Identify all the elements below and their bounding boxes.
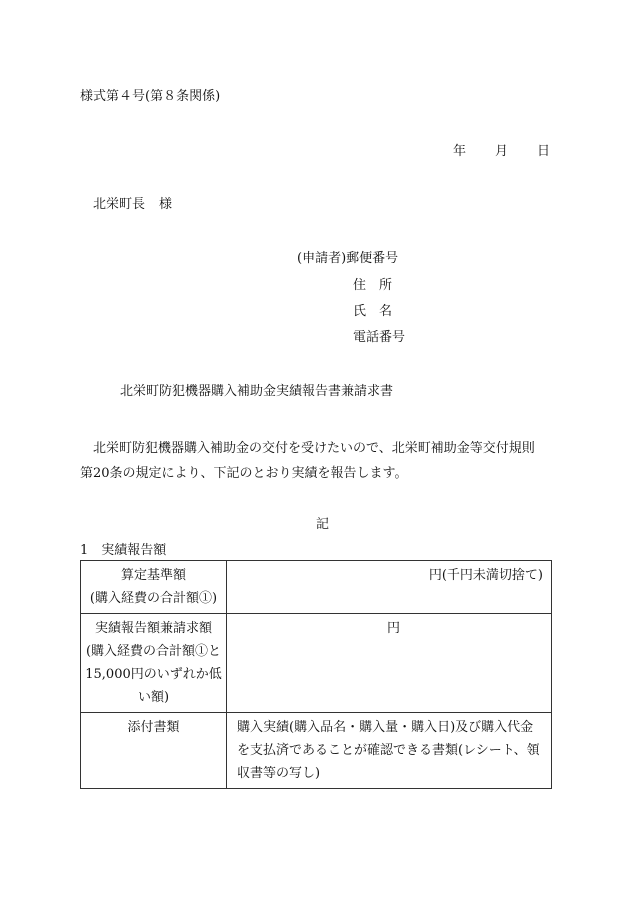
- report-table: [80, 560, 552, 789]
- row1-value: 円(千円未満切捨て): [227, 561, 552, 614]
- addressee-name: 北栄町長: [93, 197, 146, 212]
- form-number: 様式第４号(第８条関係): [80, 89, 221, 104]
- table-row: [81, 713, 552, 789]
- table-row: [81, 614, 552, 713]
- document-title: 北栄町防犯機器購入補助金実績報告書兼請求書: [120, 384, 394, 399]
- row3-label: 添付書類: [81, 713, 227, 789]
- applicant-postal-label: (申請者)郵便番号: [297, 251, 399, 266]
- section-1-heading: 1 実績報告額: [80, 543, 167, 558]
- row2-value: 円: [227, 614, 552, 713]
- body-line-1: 北栄町防犯機器購入補助金の交付を受けたいので、北栄町補助金等交付規則: [93, 441, 535, 456]
- body-line-2: 第20条の規定により、下記のとおり実績を報告します。: [80, 466, 408, 481]
- applicant-address-label: 住所: [353, 278, 406, 293]
- ki-heading: 記: [316, 517, 330, 532]
- row1-label: 算定基準額 (購入経費の合計額①): [81, 561, 227, 614]
- date-year: 年: [453, 144, 467, 159]
- date-day: 日: [537, 144, 551, 159]
- row2-label: 実績報告額兼請求額 (購入経費の合計額①と 15,000円のいずれか低 い額): [81, 614, 227, 713]
- table-row: [81, 561, 552, 614]
- addressee: [93, 196, 172, 214]
- body-text: [80, 436, 560, 486]
- applicant-phone-label: 電話番号: [353, 330, 406, 345]
- row3-value: 購入実績(購入品名・購入量・購入日)及び購入代金を支払済であることが確認できる書類(レシート、領収書等の写し): [227, 713, 552, 789]
- date-month: 月: [495, 144, 509, 159]
- date-line: [453, 143, 550, 161]
- addressee-honorific: 様: [159, 197, 173, 212]
- applicant-name-label: 氏名: [353, 304, 406, 319]
